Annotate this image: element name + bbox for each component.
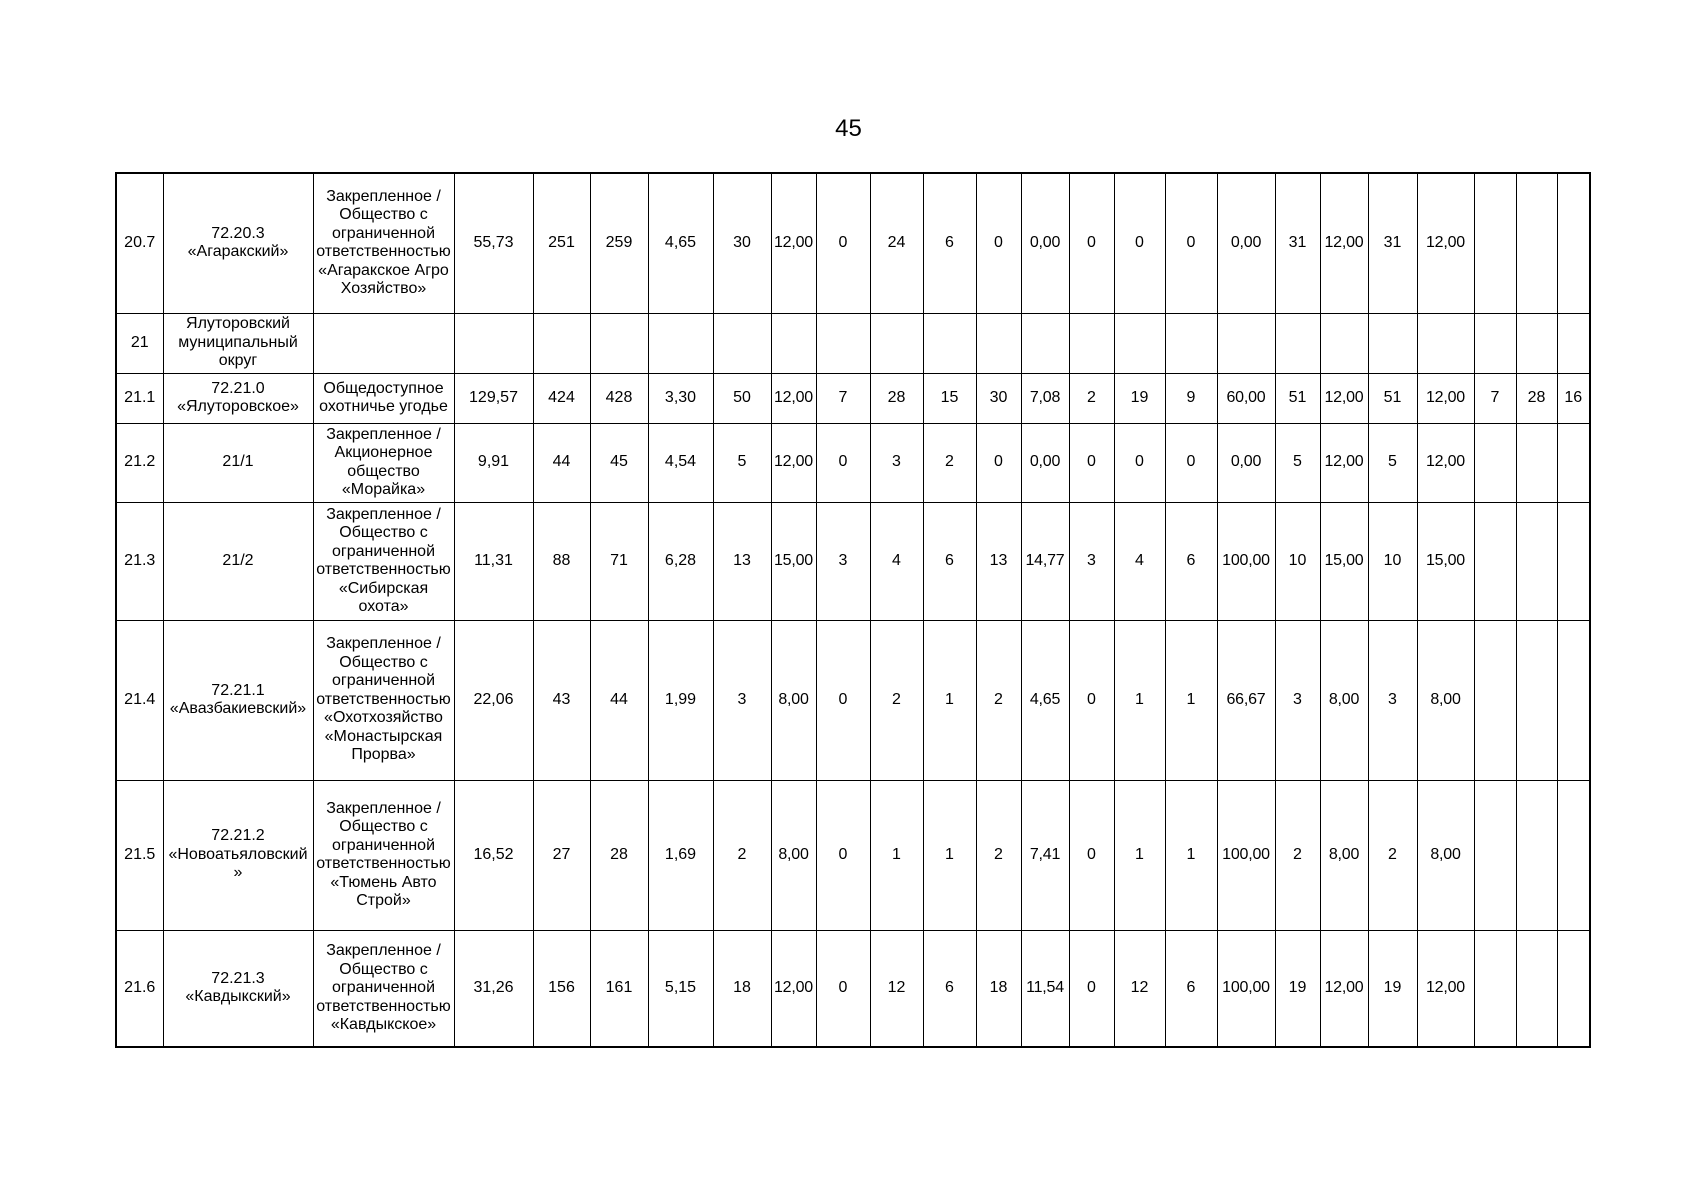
cell-quota: 30	[713, 173, 771, 313]
cell-proposal-count: 2	[1275, 780, 1320, 930]
cell-harvest-young: 6	[1165, 502, 1217, 620]
cell-harvest-percent: 11,54	[1021, 930, 1069, 1047]
cell-harvest-adult-male: 0	[1069, 780, 1114, 930]
cell-extra-1	[1474, 930, 1516, 1047]
cell-extra-3	[1557, 620, 1590, 780]
cell-harvest-share: 100,00	[1217, 502, 1275, 620]
cell-limit-count: 5	[1368, 423, 1417, 502]
cell-density: 3,30	[648, 373, 713, 423]
cell-ground-name	[163, 930, 313, 1047]
cell-text-line: Общество с	[339, 960, 428, 978]
cell-text-line: «Агаракское Агро	[318, 261, 449, 279]
cell-limit-adult-other: 24	[870, 173, 923, 313]
cell-area	[454, 313, 533, 373]
cell-proposal-percent: 12,00	[1320, 373, 1368, 423]
cell-text-line: Общество с	[339, 206, 428, 224]
cell-count-prev: 43	[533, 620, 590, 780]
cell-row-number: 21.1	[116, 373, 163, 423]
cell-harvest-share	[1217, 313, 1275, 373]
cell-limit-young: 1	[923, 780, 976, 930]
cell-count-current: 259	[590, 173, 648, 313]
cell-text-line: общество	[347, 462, 420, 480]
cell-harvest-adult-other: 19	[1114, 373, 1165, 423]
cell-harvest-percent: 0,00	[1021, 423, 1069, 502]
table-row	[116, 930, 1590, 1047]
cell-harvest-total	[976, 313, 1021, 373]
cell-harvest-percent: 7,08	[1021, 373, 1069, 423]
cell-limit-adult-male: 0	[816, 423, 870, 502]
cell-extra-2	[1516, 313, 1557, 373]
cell-ground-status	[313, 313, 454, 373]
cell-limit-young	[923, 313, 976, 373]
cell-quota	[713, 313, 771, 373]
cell-limit-adult-other	[870, 313, 923, 373]
cell-harvest-young: 9	[1165, 373, 1217, 423]
cell-area: 22,06	[454, 620, 533, 780]
cell-harvest-percent: 4,65	[1021, 620, 1069, 780]
cell-text-line: ограниченной	[331, 224, 436, 242]
cell-limit-count	[1368, 313, 1417, 373]
cell-extra-3	[1557, 173, 1590, 313]
cell-proposal-percent: 8,00	[1320, 620, 1368, 780]
cell-text-line: 72.21.3	[211, 969, 265, 987]
cell-density: 1,99	[648, 620, 713, 780]
cell-density: 1,69	[648, 780, 713, 930]
cell-text-line: «Авазбакиевский»	[169, 700, 307, 717]
cell-extra-1	[1474, 173, 1516, 313]
cell-harvest-percent: 7,41	[1021, 780, 1069, 930]
cell-count-prev: 156	[533, 930, 590, 1047]
cell-harvest-young: 0	[1165, 173, 1217, 313]
cell-harvest-adult-other: 0	[1114, 423, 1165, 502]
cell-row-number: 20.7	[116, 173, 163, 313]
cell-harvest-percent	[1021, 313, 1069, 373]
cell-area: 11,31	[454, 502, 533, 620]
cell-quota-percent: 8,00	[771, 620, 816, 780]
cell-text-line: «Монастырская	[324, 727, 443, 745]
cell-harvest-adult-male: 0	[1069, 173, 1114, 313]
cell-text-line: »	[233, 864, 243, 882]
cell-proposal-percent: 12,00	[1320, 173, 1368, 313]
cell-limit-young: 1	[923, 620, 976, 780]
cell-count-current	[590, 313, 648, 373]
cell-harvest-young: 1	[1165, 620, 1217, 780]
cell-area: 9,91	[454, 423, 533, 502]
cell-text-line: Закрепленное /	[326, 425, 441, 443]
cell-count-current: 28	[590, 780, 648, 930]
cell-area: 129,57	[454, 373, 533, 423]
cell-harvest-percent: 0,00	[1021, 173, 1069, 313]
cell-text-line: Общество с	[339, 818, 428, 835]
hunting-grounds-table	[115, 172, 1591, 1048]
cell-text-line: Акционерное	[334, 444, 433, 461]
cell-harvest-share: 66,67	[1217, 620, 1275, 780]
cell-text-line: ответственностью	[316, 690, 451, 708]
cell-text-line: ограниченной	[331, 979, 436, 996]
cell-limit-adult-male: 0	[816, 620, 870, 780]
cell-limit-adult-other: 28	[870, 373, 923, 423]
cell-proposal-count: 5	[1275, 423, 1320, 502]
cell-limit-count: 2	[1368, 780, 1417, 930]
cell-harvest-percent: 14,77	[1021, 502, 1069, 620]
cell-text-line: Закрепленное /	[326, 635, 441, 653]
cell-row-number: 21.2	[116, 423, 163, 502]
cell-row-number: 21.6	[116, 930, 163, 1047]
cell-proposal-count: 3	[1275, 620, 1320, 780]
cell-limit-adult-other: 4	[870, 502, 923, 620]
cell-limit-young: 2	[923, 423, 976, 502]
cell-density	[648, 313, 713, 373]
cell-ground-name	[163, 620, 313, 780]
cell-text-line: Общедоступное	[323, 379, 444, 397]
cell-count-current: 71	[590, 502, 648, 620]
cell-quota: 18	[713, 930, 771, 1047]
cell-text-line: Строй»	[356, 892, 411, 909]
cell-density: 4,54	[648, 423, 713, 502]
cell-ground-status	[313, 502, 454, 620]
cell-ground-name	[163, 173, 313, 313]
cell-text-line: «Сибирская	[338, 579, 429, 597]
cell-count-prev: 27	[533, 780, 590, 930]
cell-density: 6,28	[648, 502, 713, 620]
cell-limit-percent: 8,00	[1417, 780, 1474, 930]
cell-extra-1	[1474, 502, 1516, 620]
cell-text-line: «Новоатьяловский	[168, 845, 308, 863]
cell-quota-percent: 8,00	[771, 780, 816, 930]
cell-count-current: 428	[590, 373, 648, 423]
cell-harvest-young: 6	[1165, 930, 1217, 1047]
cell-ground-name	[163, 313, 313, 373]
cell-proposal-percent: 12,00	[1320, 930, 1368, 1047]
cell-extra-1	[1474, 423, 1516, 502]
cell-extra-3	[1557, 313, 1590, 373]
cell-extra-3	[1557, 502, 1590, 620]
cell-proposal-percent: 15,00	[1320, 502, 1368, 620]
cell-harvest-adult-other: 4	[1114, 502, 1165, 620]
table-row	[116, 780, 1590, 930]
cell-text-line: «Тюмень Авто	[330, 873, 437, 891]
cell-ground-status	[313, 373, 454, 423]
cell-harvest-adult-male: 0	[1069, 930, 1114, 1047]
cell-area: 16,52	[454, 780, 533, 930]
cell-text-line: «Ялуторовское»	[177, 398, 299, 415]
cell-ground-name: 21/2	[163, 502, 313, 620]
cell-proposal-percent: 8,00	[1320, 780, 1368, 930]
cell-text-line: Ялуторовский	[186, 315, 290, 333]
cell-quota-percent: 12,00	[771, 173, 816, 313]
cell-harvest-share: 0,00	[1217, 173, 1275, 313]
cell-proposal-count: 10	[1275, 502, 1320, 620]
cell-quota: 50	[713, 373, 771, 423]
cell-limit-adult-male: 7	[816, 373, 870, 423]
cell-proposal-count: 31	[1275, 173, 1320, 313]
cell-harvest-adult-male: 3	[1069, 502, 1114, 620]
cell-text-line: Общество с	[339, 653, 428, 671]
cell-limit-young: 6	[923, 173, 976, 313]
cell-quota: 5	[713, 423, 771, 502]
cell-row-number: 21.5	[116, 780, 163, 930]
cell-ground-status	[313, 780, 454, 930]
cell-text-line: Хозяйство»	[340, 280, 427, 298]
cell-harvest-adult-male: 0	[1069, 620, 1114, 780]
cell-harvest-adult-other	[1114, 313, 1165, 373]
cell-proposal-percent: 12,00	[1320, 423, 1368, 502]
cell-text-line: «Морайка»	[341, 481, 426, 498]
cell-limit-count: 31	[1368, 173, 1417, 313]
cell-harvest-young: 0	[1165, 423, 1217, 502]
cell-limit-percent: 12,00	[1417, 373, 1474, 423]
cell-extra-3: 16	[1557, 373, 1590, 423]
cell-quota-percent	[771, 313, 816, 373]
cell-limit-count: 51	[1368, 373, 1417, 423]
cell-proposal-count	[1275, 313, 1320, 373]
cell-extra-3	[1557, 930, 1590, 1047]
table-row	[116, 502, 1590, 620]
cell-extra-2	[1516, 502, 1557, 620]
cell-quota-percent: 12,00	[771, 373, 816, 423]
cell-harvest-share: 0,00	[1217, 423, 1275, 502]
cell-harvest-share: 100,00	[1217, 930, 1275, 1047]
cell-harvest-adult-male: 2	[1069, 373, 1114, 423]
cell-harvest-total: 18	[976, 930, 1021, 1047]
cell-text-line: ответственностью	[316, 855, 451, 872]
cell-ground-name: 21/1	[163, 423, 313, 502]
cell-limit-young: 15	[923, 373, 976, 423]
cell-text-line: округ	[218, 352, 258, 370]
cell-proposal-count: 51	[1275, 373, 1320, 423]
cell-quota: 13	[713, 502, 771, 620]
cell-harvest-total: 0	[976, 423, 1021, 502]
cell-count-prev: 88	[533, 502, 590, 620]
cell-count-prev: 44	[533, 423, 590, 502]
cell-quota: 3	[713, 620, 771, 780]
cell-ground-status	[313, 423, 454, 502]
cell-ground-status	[313, 620, 454, 780]
cell-limit-adult-male: 3	[816, 502, 870, 620]
cell-count-current: 45	[590, 423, 648, 502]
cell-row-number: 21.3	[116, 502, 163, 620]
cell-limit-adult-male: 0	[816, 780, 870, 930]
table-row	[116, 423, 1590, 502]
cell-text-line: ограниченной	[331, 836, 436, 854]
cell-extra-1	[1474, 313, 1516, 373]
cell-extra-2	[1516, 780, 1557, 930]
cell-limit-count: 3	[1368, 620, 1417, 780]
cell-quota: 2	[713, 780, 771, 930]
cell-text-line: ответственностью	[316, 243, 451, 261]
cell-ground-status	[313, 930, 454, 1047]
cell-limit-adult-other: 3	[870, 423, 923, 502]
cell-text-line: «Охотхозяйство	[324, 709, 443, 727]
cell-quota-percent: 12,00	[771, 930, 816, 1047]
cell-text-line: муниципальный	[178, 333, 298, 351]
cell-harvest-total: 2	[976, 780, 1021, 930]
cell-extra-3	[1557, 423, 1590, 502]
cell-row-number: 21.4	[116, 620, 163, 780]
cell-text-line: Закрепленное /	[326, 187, 441, 205]
cell-text-line: «Кавдыкское»	[330, 1016, 437, 1033]
cell-limit-percent: 8,00	[1417, 620, 1474, 780]
cell-limit-young: 6	[923, 502, 976, 620]
cell-text-line: Закрепленное /	[326, 942, 441, 959]
cell-limit-percent: 15,00	[1417, 502, 1474, 620]
cell-extra-2	[1516, 423, 1557, 502]
cell-quota-percent: 15,00	[771, 502, 816, 620]
cell-limit-adult-other: 2	[870, 620, 923, 780]
cell-text-line: охота»	[358, 598, 409, 615]
page-number: 45	[835, 115, 862, 142]
cell-text-line: Прорва»	[351, 746, 416, 764]
cell-extra-1	[1474, 780, 1516, 930]
cell-limit-adult-male: 0	[816, 930, 870, 1047]
cell-count-prev	[533, 313, 590, 373]
cell-limit-count: 19	[1368, 930, 1417, 1047]
cell-harvest-young	[1165, 313, 1217, 373]
cell-text-line: «Кавдыкский»	[185, 988, 291, 1006]
cell-count-current: 161	[590, 930, 648, 1047]
cell-density: 5,15	[648, 930, 713, 1047]
cell-extra-2	[1516, 620, 1557, 780]
cell-limit-young: 6	[923, 930, 976, 1047]
cell-limit-percent	[1417, 313, 1474, 373]
cell-harvest-share: 60,00	[1217, 373, 1275, 423]
table-row	[116, 313, 1590, 373]
cell-text-line: ответственностью	[316, 997, 451, 1015]
cell-row-number: 21	[116, 313, 163, 373]
cell-count-prev: 251	[533, 173, 590, 313]
cell-proposal-percent	[1320, 313, 1368, 373]
cell-limit-adult-other: 1	[870, 780, 923, 930]
cell-text-line: ограниченной	[331, 672, 436, 690]
cell-count-current: 44	[590, 620, 648, 780]
cell-ground-name	[163, 780, 313, 930]
cell-extra-2	[1516, 930, 1557, 1047]
cell-harvest-adult-other: 12	[1114, 930, 1165, 1047]
cell-area: 55,73	[454, 173, 533, 313]
cell-extra-1: 7	[1474, 373, 1516, 423]
table-row	[116, 620, 1590, 780]
cell-count-prev: 424	[533, 373, 590, 423]
cell-harvest-adult-other: 0	[1114, 173, 1165, 313]
cell-harvest-adult-male	[1069, 313, 1114, 373]
cell-harvest-adult-male: 0	[1069, 423, 1114, 502]
cell-text-line: 72.20.3	[211, 224, 265, 242]
cell-text-line: Закрепленное /	[326, 799, 441, 817]
cell-harvest-total: 2	[976, 620, 1021, 780]
cell-ground-status	[313, 173, 454, 313]
cell-text-line: 72.21.2	[211, 827, 265, 845]
cell-limit-percent: 12,00	[1417, 930, 1474, 1047]
cell-ground-name	[163, 373, 313, 423]
cell-text-line: Закрепленное /	[326, 505, 441, 523]
cell-harvest-total: 13	[976, 502, 1021, 620]
cell-harvest-adult-other: 1	[1114, 620, 1165, 780]
cell-harvest-share: 100,00	[1217, 780, 1275, 930]
table-row	[116, 173, 1590, 313]
cell-density: 4,65	[648, 173, 713, 313]
cell-area: 31,26	[454, 930, 533, 1047]
cell-limit-count: 10	[1368, 502, 1417, 620]
cell-extra-3	[1557, 780, 1590, 930]
cell-text-line: ответственностью	[316, 561, 451, 578]
cell-limit-percent: 12,00	[1417, 173, 1474, 313]
cell-quota-percent: 12,00	[771, 423, 816, 502]
cell-extra-2	[1516, 173, 1557, 313]
cell-text-line: «Агаракский»	[187, 243, 289, 261]
cell-proposal-count: 19	[1275, 930, 1320, 1047]
cell-extra-2: 28	[1516, 373, 1557, 423]
table-row	[116, 373, 1590, 423]
cell-harvest-young: 1	[1165, 780, 1217, 930]
cell-text-line: Общество с	[339, 524, 428, 541]
cell-limit-adult-male: 0	[816, 173, 870, 313]
cell-limit-percent: 12,00	[1417, 423, 1474, 502]
cell-extra-1	[1474, 620, 1516, 780]
cell-text-line: ограниченной	[331, 542, 436, 560]
cell-harvest-total: 30	[976, 373, 1021, 423]
cell-harvest-total: 0	[976, 173, 1021, 313]
cell-limit-adult-other: 12	[870, 930, 923, 1047]
cell-text-line: 72.21.1	[211, 681, 265, 699]
cell-text-line: 72.21.0	[211, 379, 265, 397]
cell-text-line: охотничье угодье	[319, 398, 448, 415]
cell-harvest-adult-other: 1	[1114, 780, 1165, 930]
cell-limit-adult-male	[816, 313, 870, 373]
